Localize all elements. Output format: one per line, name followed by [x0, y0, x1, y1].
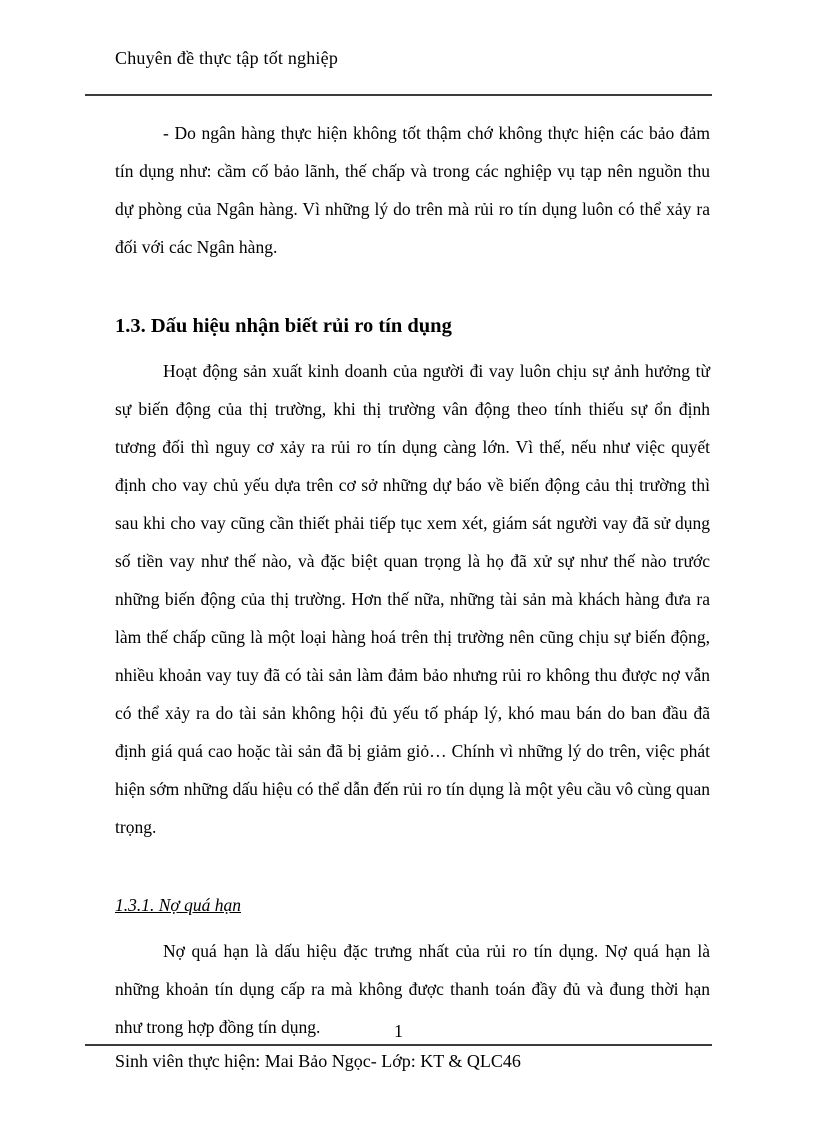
paragraph-section-body: Hoạt động sản xuất kinh doanh của người đi vay luôn chịu sự ảnh hưởng từ sự biến động của thị trường, khi thị trường vân động theo tính thiếu sự ổn định tương đối thì nguy cơ xảy ra rủi ro tín dụng càng lớn. Vì thế, nếu như việc quyết định cho vay chủ yếu dựa trên cơ sở những dự báo về biến động cảu thị trường thì sau khi cho vay cũng cần thiết phải tiếp tục xem xét, giám sát người vay đã sử dụng số tiền vay như thế nào, và đặc biệt quan trọng là họ đã xử sự như thế nào trước những biến động của thị trường. Hơn thế nữa, những tài sản mà khách hàng đưa ra làm thế chấp cũng là một loại hàng hoá trên thị trường nên cũng chịu sự biến động, nhiều khoản vay tuy đã có tài sản làm đảm bảo nhưng rủi ro không thu được nợ vẫn có thể xảy ra do tài sản không hội đủ yếu tố pháp lý, khó mau bán do ban đầu đã định giá quá cao hoặc tài sản đã bị giảm giỏ… Chính vì những lý do trên, việc phát hiện sớm những dấu hiệu có thể dẫn đến rủi ro tín dụng là một yêu cầu vô cùng quan trọng. — [115, 361, 710, 837]
page-footer — [85, 1018, 712, 1073]
paragraph-intro: - Do ngân hàng thực hiện không tốt thậm chớ không thực hiện các bảo đảm tín dụng như: cầm cố bảo lãnh, thế chấp và trong các nghiệp vụ tạp nên nguồn thu dự phòng của Ngân hàng. Vì những lý do trên mà rủi ro tín dụng luôn có thể xảy ra đối với các Ngân hàng. — [115, 123, 710, 257]
footer-divider — [85, 1044, 712, 1046]
page-number: 1 — [394, 1021, 403, 1041]
section-heading-1-3: 1.3. Dấu hiệu nhận biết rủi ro tín dụng — [115, 315, 452, 337]
paragraph-subsection-body: Nợ quá hạn là dấu hiệu đặc trưng nhất của rủi ro tín dụng. Nợ quá hạn là những khoản tín dụng cấp ra mà không được thanh toán đầy đủ và đung thời hạn như trong hợp đồng tín dụng. — [115, 941, 710, 1037]
footer-signature: Sinh viên thực hiện: Mai Bảo Ngọc- Lớp: KT & QLC46 — [115, 1051, 521, 1071]
header-divider — [85, 94, 712, 96]
running-header: Chuyên đề thực tập tốt nghiệp — [115, 48, 339, 68]
subsection-heading-1-3-1: 1.3.1. Nợ quá hạn — [115, 895, 242, 915]
